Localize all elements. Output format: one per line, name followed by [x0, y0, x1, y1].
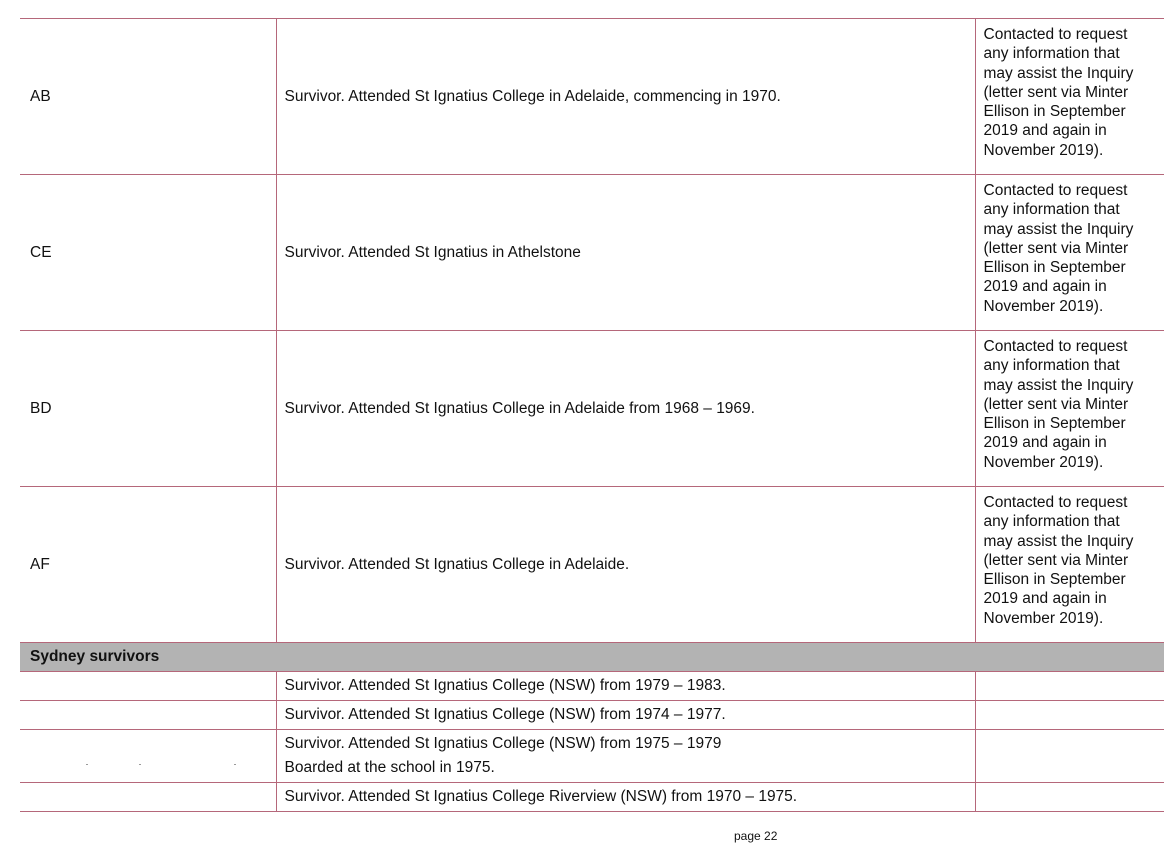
action-line: may assist the Inquiry: [983, 376, 1134, 394]
speck-mark: [86, 764, 88, 765]
description-line: Survivor. Attended St Ignatius College (NSW) from 1975 – 1979: [284, 735, 722, 752]
survivor-description-cell: Survivor. Attended St Ignatius College in Adelaide.: [276, 487, 975, 643]
action-line: any information that: [983, 357, 1120, 375]
action-line: any information that: [983, 201, 1120, 219]
action-line: (letter sent via Minter: [983, 83, 1129, 101]
action-line: 2019 and again in: [983, 434, 1107, 452]
action-line: Contacted to request: [983, 182, 1128, 199]
action-line: (letter sent via Minter: [983, 395, 1129, 413]
description-line: Boarded at the school in 1975.: [284, 759, 495, 776]
table-row: [20, 331, 1164, 487]
action-line: November 2019).: [983, 609, 1104, 627]
survivor-code-cell: [20, 783, 276, 812]
redaction-specks: [86, 764, 246, 767]
survivor-description-cell: Survivor. Attended St Ignatius College (NSW) from 1974 – 1977.: [276, 701, 975, 730]
action-taken-cell: [975, 730, 1164, 783]
survivor-code-cell: BD: [20, 331, 276, 487]
speck-mark: [234, 764, 236, 765]
survivor-code-cell: AF: [20, 487, 276, 643]
speck-mark: [139, 764, 141, 765]
action-line: (letter sent via Minter: [983, 239, 1129, 257]
action-taken-cell: [975, 701, 1164, 730]
action-taken-cell: [975, 487, 1164, 643]
action-taken-cell: [975, 331, 1164, 487]
action-line: may assist the Inquiry: [983, 220, 1134, 238]
action-taken-cell: [975, 175, 1164, 331]
action-line: 2019 and again in: [983, 122, 1107, 140]
action-line: may assist the Inquiry: [983, 64, 1134, 82]
action-taken-cell: [975, 672, 1164, 701]
survivor-code-cell: CE: [20, 175, 276, 331]
survivor-description-cell: Survivor. Attended St Ignatius College in Adelaide from 1968 – 1969.: [276, 331, 975, 487]
table-row: [20, 730, 1164, 783]
action-line: November 2019).: [983, 453, 1104, 471]
survivor-code-cell: [20, 701, 276, 730]
table-row: [20, 175, 1164, 331]
page-number: page 22: [734, 829, 778, 843]
survivor-description-cell: Survivor. Attended St Ignatius College Riverview (NSW) from 1970 – 1975.: [276, 783, 975, 812]
survivor-description-cell: [276, 730, 975, 783]
action-line: Contacted to request: [983, 26, 1128, 43]
action-taken-cell: [975, 19, 1164, 175]
action-taken-cell: [975, 783, 1164, 812]
table-row: [20, 783, 1164, 812]
action-line: any information that: [983, 45, 1120, 63]
table-row: [20, 487, 1164, 643]
action-line: November 2019).: [983, 141, 1104, 159]
survivor-code-cell: [20, 730, 276, 783]
action-line: Ellison in September: [983, 259, 1126, 277]
table-row: [20, 701, 1164, 730]
action-line: Contacted to request: [983, 494, 1128, 511]
action-line: may assist the Inquiry: [983, 532, 1134, 550]
survivor-description-cell: Survivor. Attended St Ignatius College in Adelaide, commencing in 1970.: [276, 19, 975, 175]
survivor-description-cell: Survivor. Attended St Ignatius College (NSW) from 1979 – 1983.: [276, 672, 975, 701]
action-line: Ellison in September: [983, 571, 1126, 589]
action-line: Contacted to request: [983, 338, 1128, 355]
survivor-code-cell: AB: [20, 19, 276, 175]
section-heading-row: [20, 643, 1164, 672]
table-row: [20, 672, 1164, 701]
action-line: (letter sent via Minter: [983, 551, 1129, 569]
action-line: Ellison in September: [983, 103, 1126, 121]
action-line: November 2019).: [983, 297, 1104, 315]
action-line: any information that: [983, 513, 1120, 531]
action-line: 2019 and again in: [983, 278, 1107, 296]
survivor-code-cell: [20, 672, 276, 701]
table-row: [20, 19, 1164, 175]
section-heading: Sydney survivors: [20, 643, 1164, 672]
survivors-table: [20, 18, 1164, 812]
action-line: 2019 and again in: [983, 590, 1107, 608]
action-line: Ellison in September: [983, 415, 1126, 433]
survivor-description-cell: Survivor. Attended St Ignatius in Athelstone: [276, 175, 975, 331]
